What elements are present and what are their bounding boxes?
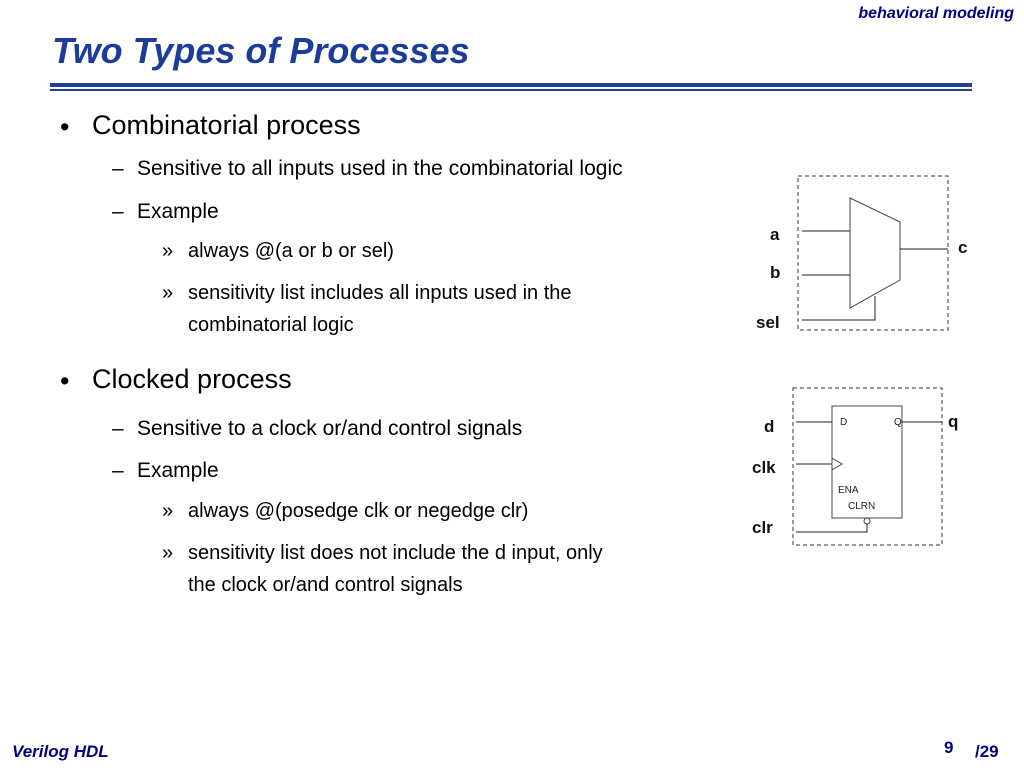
- sub-bullet-text: Example: [137, 459, 219, 482]
- sub-sub-bullet-marker: »: [162, 542, 174, 564]
- sub-bullet-marker: –: [112, 157, 124, 180]
- title-divider-thin: [50, 89, 972, 91]
- label-clr: clr: [752, 518, 773, 537]
- sub-bullet-text: Example: [137, 200, 219, 223]
- pin-q: Q: [894, 417, 902, 428]
- pin-ena: ENA: [838, 485, 859, 496]
- bullet-marker: •: [60, 366, 70, 396]
- sub-sub-bullet-text: sensitivity list does not include the d input, only: [188, 542, 603, 564]
- sub-bullet-text: Sensitive to a clock or/and control signals: [137, 417, 523, 440]
- pin-d: D: [840, 417, 848, 428]
- code-example: always @(a or b or sel): [188, 240, 394, 262]
- mux-symbol: [850, 198, 900, 308]
- sub-sub-bullet-marker: »: [162, 282, 174, 304]
- sub-bullet-text: Sensitive to all inputs used in the combinatorial logic: [137, 157, 623, 180]
- page-total: /29: [975, 742, 999, 761]
- clrn-inversion-bubble: [864, 518, 870, 524]
- bullet-text: Combinatorial process: [92, 110, 361, 140]
- sub-sub-bullet-marker: »: [162, 500, 174, 522]
- sub-sub-bullet-text: sensitivity list includes all inputs used in the: [188, 282, 572, 304]
- title-divider: [50, 83, 972, 87]
- bullet-text: Clocked process: [92, 364, 292, 394]
- label-b: b: [770, 263, 781, 282]
- bullet-marker: •: [60, 112, 70, 142]
- footer-course-name: Verilog HDL: [12, 742, 109, 761]
- code-example: always @(posedge clk or negedge clr): [188, 500, 529, 522]
- mux-diagram: [750, 170, 980, 340]
- page-number: 9: [944, 738, 954, 757]
- sub-bullet-marker: –: [112, 417, 124, 440]
- pin-clrn: CLRN: [848, 501, 876, 512]
- label-a: a: [770, 225, 780, 244]
- label-d: d: [764, 417, 775, 436]
- label-clk: clk: [752, 458, 776, 477]
- sub-sub-bullet-text-cont: combinatorial logic: [188, 314, 354, 336]
- slide-title: Two Types of Processes: [52, 30, 470, 71]
- label-sel: sel: [756, 313, 780, 332]
- sub-sub-bullet-marker: »: [162, 240, 174, 262]
- sub-bullet-marker: –: [112, 459, 124, 482]
- sub-sub-bullet-text-cont: the clock or/and control signals: [188, 574, 463, 596]
- label-q: q: [948, 412, 959, 431]
- flipflop-diagram: [748, 382, 978, 552]
- sub-bullet-marker: –: [112, 200, 124, 223]
- label-c: c: [958, 238, 968, 257]
- slide-topic: behavioral modeling: [858, 5, 1014, 22]
- wire-clr: [796, 524, 867, 532]
